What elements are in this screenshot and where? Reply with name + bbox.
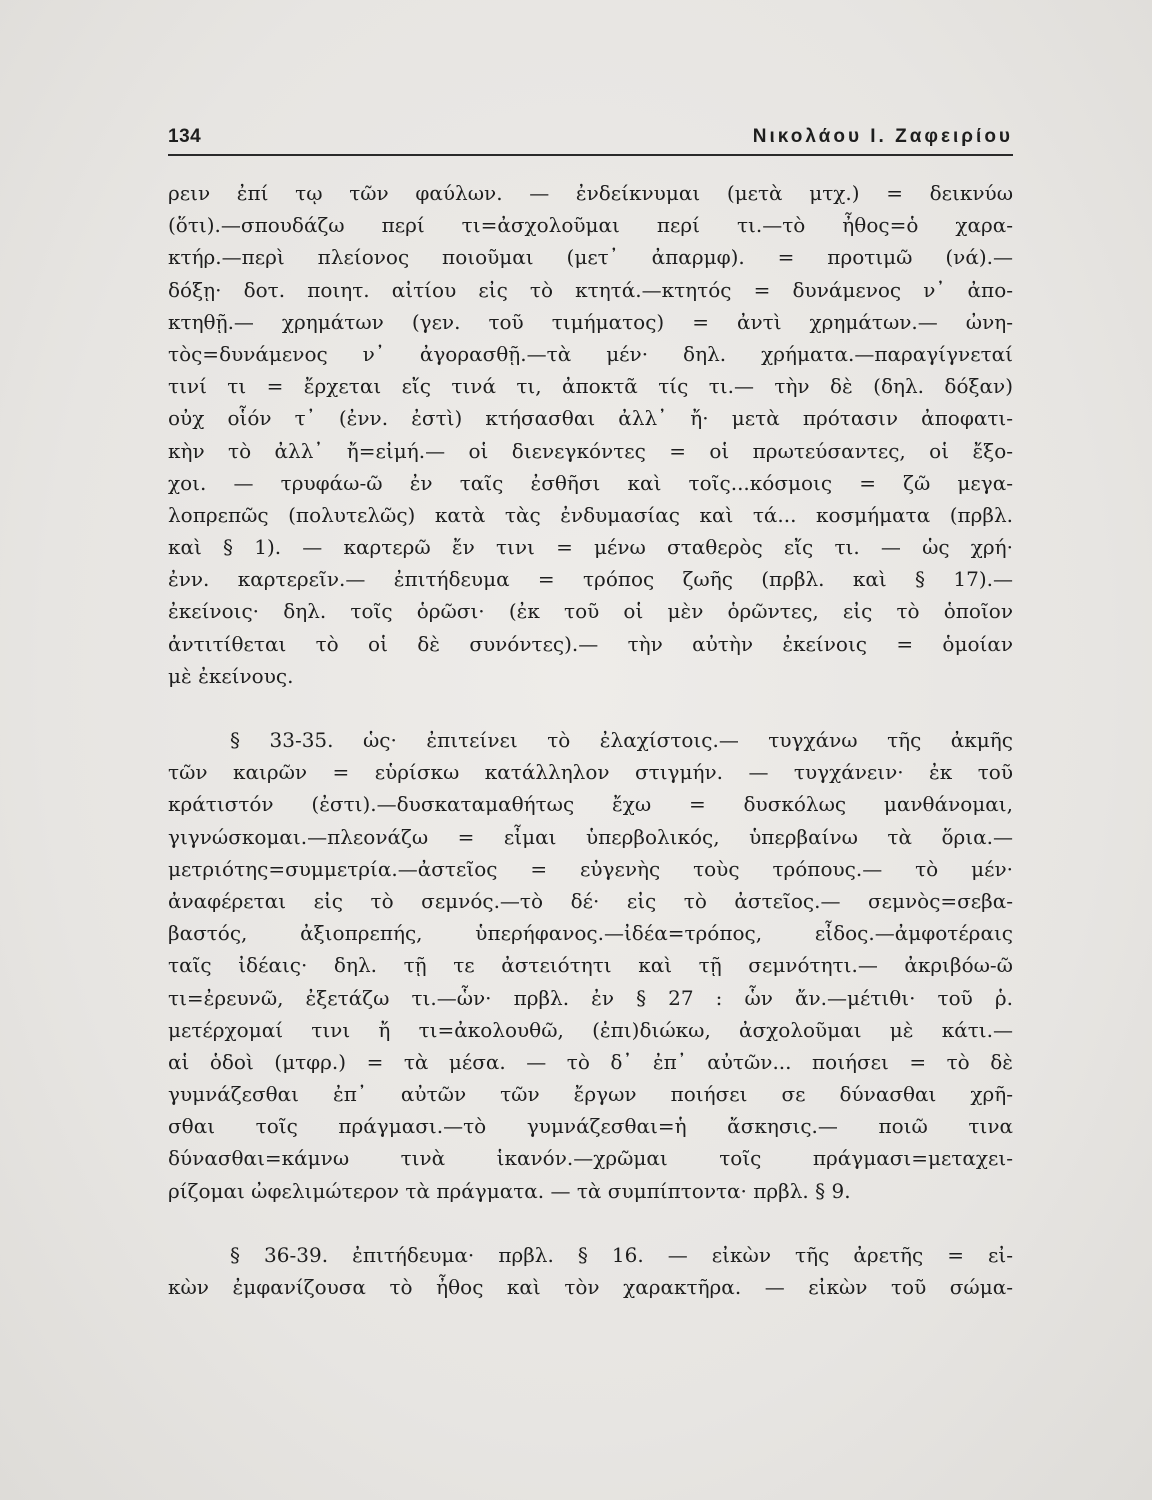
text-line: κράτιστόν (ἐστι).—δυσκαταμαθήτως ἔχω = δυσκόλως μανθάνομαι, (168, 792, 1013, 817)
text-line: ἐνν. καρτερεῖν.— ἐπιτήδευμα = τρόπος ζωῆς (πρβλ. καὶ § 17).— (168, 567, 1013, 592)
text-line: μὲ ἐκείνους. (168, 663, 294, 688)
text-line: § 36-39. ἐπιτήδευμα· πρβλ. § 16. — εἰκὼν τῆς ἀρετῆς = εἰ- (230, 1242, 1013, 1267)
text-line: τινί τι = ἔρχεται εἴς τινά τι, ἀποκτᾶ τίς τι.— τὴν δὲ (δηλ. δόξαν) (168, 374, 1013, 399)
paragraph-gap (168, 692, 1013, 724)
text-line: ἐκείνοις· δηλ. τοῖς ὁρῶσι· (ἐκ τοῦ οἱ μὲν ὁρῶντες, εἰς τὸ ὁποῖον (168, 599, 1013, 624)
text-line: κτηθῇ.— χρημάτων (γεν. τοῦ τιμήματος) = ἀντὶ χρημάτων.— ὠνη- (168, 309, 1013, 334)
text-line: χοι. — τρυφάω-ῶ ἐν ταῖς ἐσθῆσι καὶ τοῖς...κόσμοις = ζῶ μεγα- (168, 470, 1013, 495)
text-line: ἀντιτίθεται τὸ οἱ δὲ συνόντες).— τὴν αὐτὴν ἐκείνοις = ὁμοίαν (168, 631, 1013, 656)
text-line: ρίζομαι ὠφελιμώτερον τὰ πράγματα. — τὰ συμπίπτοντα· πρβλ. § 9. (168, 1178, 851, 1203)
text-line: § 33-35. ὡς· ἐπιτείνει τὸ ἐλαχίστοις.— τυγχάνω τῆς ἀκμῆς (230, 728, 1013, 752)
page-header (168, 126, 1013, 156)
text-line: τι=ἐρευνῶ, ἐξετάζω τι.—ὧν· πρβλ. ἐν § 27 : ὧν ἄν.—μέτιθι· τοῦ ῥ. (168, 985, 1013, 1010)
text-line: δύνασθαι=κάμνω τινὰ ἱκανόν.—χρῶμαι τοῖς πράγμασι=μεταχει- (168, 1146, 1013, 1171)
text-line: καὶ § 1). — καρτερῶ ἔν τινι = μένω σταθερὸς εἴς τι. — ὡς χρή· (168, 535, 1013, 560)
text-line: δόξῃ· δοτ. ποιητ. αἰτίου εἰς τὸ κτητά.—κτητός = δυνάμενος ν᾽ ἀπο- (168, 277, 1013, 302)
text-line: ρειν ἐπί τῳ τῶν φαύλων. — ἐνδείκνυμαι (μετὰ μτχ.) = δεικνύω (168, 181, 1013, 205)
text-line: (ὅτι).—σπουδάζω περί τι=ἀσχολοῦμαι περί τι.—τὸ ἦθος=ὁ χαρα- (168, 213, 1013, 238)
page-number: 134 (168, 126, 202, 147)
text-line: γυμνάζεσθαι ἐπ᾽ αὐτῶν τῶν ἔργων ποιήσει σε δύνασθαι χρῆ- (168, 1082, 1013, 1107)
text-line: τῶν καιρῶν = εὑρίσκω κατάλληλον στιγμήν. — τυγχάνειν· ἐκ τοῦ (168, 760, 1013, 785)
text-line: βαστός, ἀξιοπρεπής, ὑπερήφανος.—ἰδέα=τρόπος, εἶδος.—ἀμφοτέραις (168, 921, 1013, 946)
text-line: οὐχ οἷόν τ᾽ (ἐνν. ἐστὶ) κτήσασθαι ἀλλ᾽ ἤ· μετὰ πρότασιν ἀποφατι- (168, 406, 1013, 431)
paragraph-2 (168, 724, 1013, 1207)
running-head: Νικολάου Ι. Ζαφειρίου (752, 126, 1013, 147)
paragraph-1 (168, 177, 1013, 692)
text-line: μετέρχομαί τινι ἤ τι=ἀκολουθῶ, (ἐπι)διώκω, ἀσχολοῦμαι μὲ κάτι.— (168, 1017, 1013, 1042)
body-text (168, 177, 1013, 1303)
text-line: ταῖς ἰδέαις· δηλ. τῇ τε ἀστειότητι καὶ τῇ σεμνότητι.— ἀκριβόω-ῶ (168, 953, 1013, 978)
text-line: σθαι τοῖς πράγμασι.—τὸ γυμνάζεσθαι=ἡ ἄσκησις.— ποιῶ τινα (168, 1114, 1013, 1139)
text-line: γιγνώσκομαι.—πλεονάζω = εἶμαι ὑπερβολικός, ὑπερβαίνω τὰ ὅρια.— (168, 824, 1013, 849)
paragraph-3 (168, 1239, 1013, 1303)
text-line: κὴν τὸ ἀλλ᾽ ἤ=εἰμή.— οἱ διενεγκόντες = οἱ πρωτεύσαντες, οἱ ἔξο- (168, 438, 1013, 463)
text-line: κὼν ἐμφανίζουσα τὸ ἦθος καὶ τὸν χαρακτῆρα. — εἰκὼν τοῦ σώμα- (168, 1275, 1013, 1299)
text-line: τὸς=δυνάμενος ν᾽ ἀγορασθῇ.—τὰ μέν· δηλ. χρήματα.—παραγίγνεταί (168, 341, 1013, 366)
text-line: ἀναφέρεται εἰς τὸ σεμνός.—τὸ δέ· εἰς τὸ ἀστεῖος.— σεμνὸς=σεβα- (168, 888, 1013, 913)
text-line: μετριότης=συμμετρία.—ἀστεῖος = εὐγενὴς τοὺς τρόπους.— τὸ μέν· (168, 856, 1013, 881)
text-line: κτήρ.—περὶ πλείονος ποιοῦμαι (μετ᾽ ἀπαρμφ). = προτιμῶ (νά).— (168, 245, 1013, 270)
text-line: αἱ ὁδοὶ (μτφρ.) = τὰ μέσα. — τὸ δ᾽ ἐπ᾽ αὐτῶν... ποιήσει = τὸ δὲ (168, 1049, 1013, 1074)
paragraph-gap (168, 1207, 1013, 1239)
text-line: λοπρεπῶς (πολυτελῶς) κατὰ τὰς ἐνδυμασίας καὶ τά... κοσμήματα (πρβλ. (168, 502, 1013, 527)
